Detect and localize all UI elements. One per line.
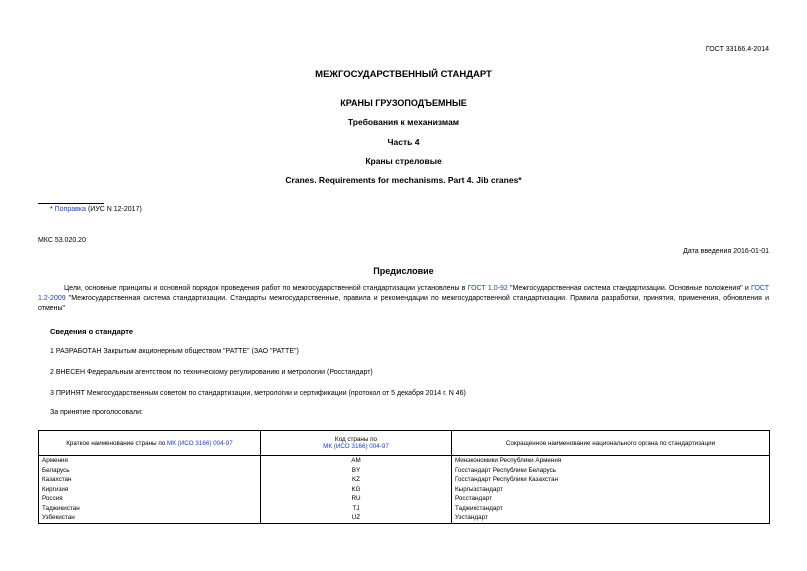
header-code	[261, 431, 452, 456]
mk-iso-link-1[interactable]: МК (ИСО 3166) 004-97	[166, 439, 233, 447]
table-row	[39, 513, 770, 523]
voting-countries-table	[38, 430, 770, 524]
intro-date: Дата введения 2016-01-01	[683, 248, 769, 255]
footnote	[50, 206, 142, 213]
body-cell: Росстандарт	[452, 494, 770, 504]
preface-heading: Предисловие	[373, 266, 434, 276]
code-cell: UZ	[261, 513, 452, 523]
info-item-adopted: 3 ПРИНЯТ Межгосударственным советом по стандартизации, метрологии и сертификации (протокол от 5 декабря 2014 г. N 46)	[50, 390, 466, 397]
body-cell: Минэкономики Республики Армения	[452, 456, 770, 466]
header-code-text: Код страны по	[334, 436, 378, 443]
mk-iso-link-2[interactable]: МК (ИСО 3166) 004-97	[323, 443, 389, 450]
country-cell: Армения	[39, 456, 261, 466]
code-cell: KZ	[261, 475, 452, 485]
part-number: Часть 4	[387, 137, 420, 147]
footnote-divider	[38, 203, 104, 204]
info-item-introduced: 2 ВНЕСЕН Федеральным агентством по техническому регулированию и метрологии (Росстандарт)	[50, 369, 373, 376]
english-title: Cranes. Requirements for mechanisms. Part 4. Jib cranes*	[285, 175, 522, 185]
preface-text-1: Цели, основные принципы и основной порядок проведения работ по межгосударственной стандартизации установлены в	[64, 285, 468, 292]
header-body: Сокращенное наименование национального органа по стандартизации	[452, 431, 770, 456]
document-title: КРАНЫ ГРУЗОПОДЪЕМНЫЕ	[340, 98, 467, 108]
code-cell: RU	[261, 494, 452, 504]
code-cell: AM	[261, 456, 452, 466]
country-cell: Казахстан	[39, 475, 261, 485]
footnote-text: (ИУС N 12-2017)	[86, 206, 142, 213]
preface-text-3: "Межгосударственная система стандартизации. Стандарты межгосударственные, правила и рекомендации по межгосударственной стандартизации. Правила разработки, принятия, применения, обновления и отмены"	[38, 295, 769, 312]
standard-type-heading: МЕЖГОСУДАРСТВЕННЫЙ СТАНДАРТ	[315, 69, 492, 80]
amendment-link[interactable]: Поправка	[54, 206, 87, 213]
table-header-row	[39, 431, 770, 456]
country-cell: Россия	[39, 494, 261, 504]
preface-paragraph	[38, 284, 769, 314]
country-cell: Узбекистан	[39, 513, 261, 523]
body-cell: Госстандарт Республики Казахстан	[452, 475, 770, 485]
country-cell: Киргизия	[39, 485, 261, 495]
country-cell: Беларусь	[39, 466, 261, 476]
body-cell: Госстандарт Республики Беларусь	[452, 466, 770, 476]
table-row	[39, 494, 770, 504]
voted-label: За принятие проголосовали:	[50, 409, 143, 416]
table-row	[39, 466, 770, 476]
document-subtitle: Требования к механизмам	[347, 117, 460, 127]
header-country	[39, 431, 261, 456]
body-cell: Кыргызстандарт	[452, 485, 770, 495]
code-cell: BY	[261, 466, 452, 476]
document-code: ГОСТ 33166.4-2014	[705, 46, 769, 53]
info-item-developed: 1 РАЗРАБОТАН Закрытым акционерным обществом "РАТТЕ" (ЗАО "РАТТЕ")	[50, 348, 299, 355]
code-cell: TJ	[261, 504, 452, 514]
table-row	[39, 485, 770, 495]
code-cell: KG	[261, 485, 452, 495]
body-cell: Узстандарт	[452, 513, 770, 523]
table-row	[39, 475, 770, 485]
part-name: Краны стреловые	[365, 156, 442, 166]
country-cell: Таджикистан	[39, 504, 261, 514]
footnote-star: *	[50, 206, 55, 213]
standard-info-heading: Сведения о стандарте	[50, 327, 134, 336]
gost-1-0-link[interactable]: ГОСТ 1.0-92	[467, 285, 508, 292]
mks-code: МКС 53.020.20	[38, 237, 86, 244]
body-cell: Таджикстандарт	[452, 504, 770, 514]
gost-1-2-link[interactable]: ГОСТ 1.2-2009	[38, 285, 769, 302]
header-country-text: Краткое наименование страны по	[66, 439, 167, 447]
table-row	[39, 456, 770, 466]
preface-text-2: "Межгосударственная система стандартизации. Основные положения" и	[507, 285, 752, 292]
table-row	[39, 504, 770, 514]
